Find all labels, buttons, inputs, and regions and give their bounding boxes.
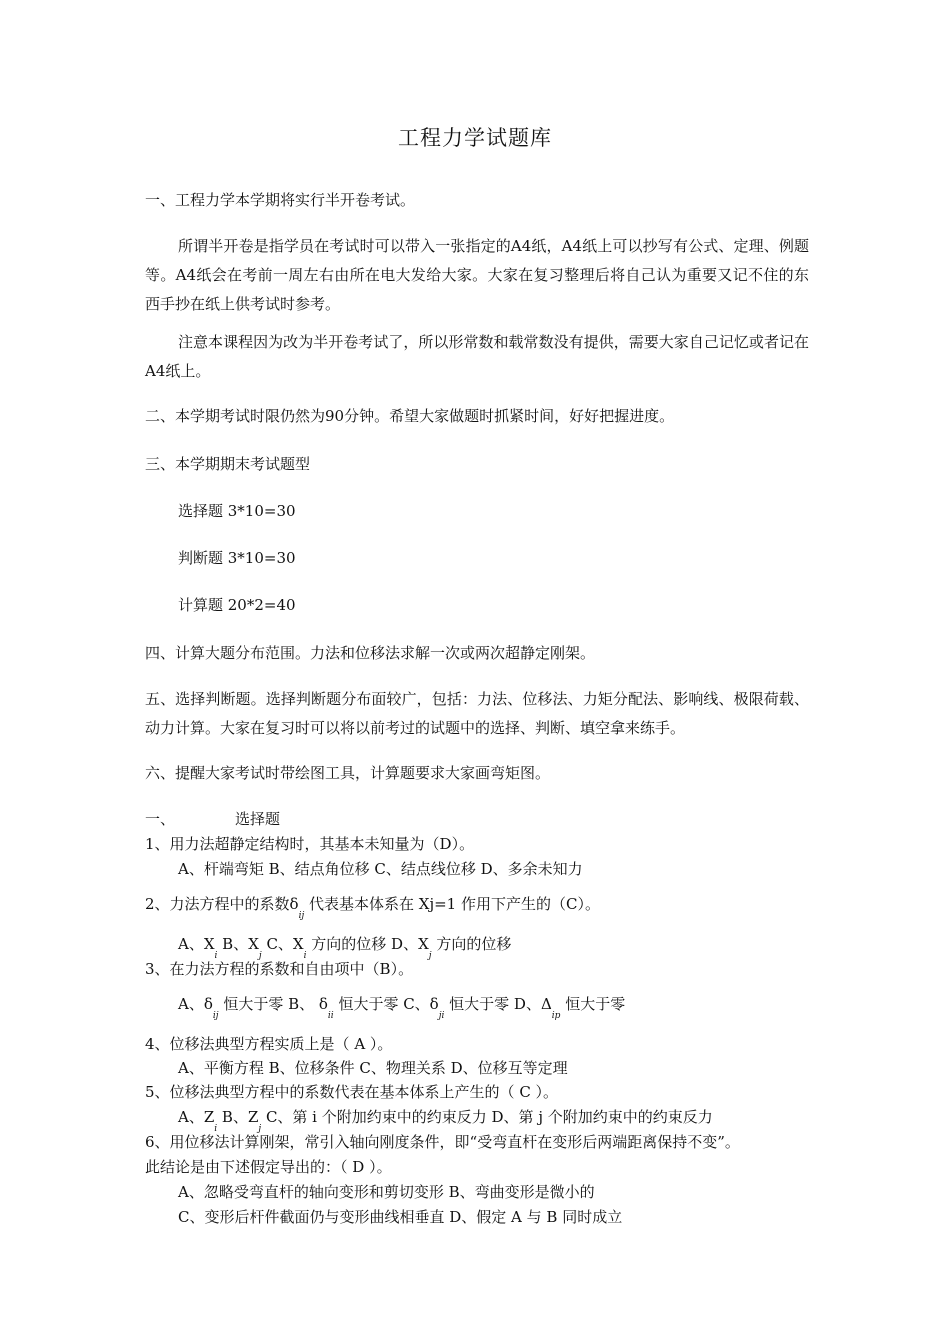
intro-item-3: 三、本学期期末考试题型 — [145, 455, 311, 473]
question-2-options: A、$X_i$ B、$X_j$ C、$X_i$ 方向的位移 D、$X_j$ 方向的位移 — [178, 935, 512, 961]
question-4-options: A、平衡方程 B、位移条件 C、物理关系 D、位移互等定理 — [178, 1059, 568, 1077]
intro-paragraph-2: 注意本课程因为改为半开卷考试了，所以形常数和载常数没有提供，需要大家自己记忆或者记在A4纸上。 — [145, 333, 809, 380]
question-3-options: A、$\delta_{ij}$ 恒大于零 B、 $\delta_{ii}$ 恒大于零 C、$\delta_{ji}$ 恒大于零 D、$\Delta_{ip}$ 恒大于零 — [178, 995, 626, 1021]
intro-item-4: 四、计算大题分布范围。力法和位移法求解一次或两次超静定刚架。 — [145, 644, 596, 662]
intro-item-1: 一、工程力学本学期将实行半开卷考试。 — [145, 191, 416, 209]
question-6-stem-line-2: 此结论是由下述假定导出的：（ D ）。 — [145, 1158, 392, 1176]
intro-paragraph-1: 所谓半开卷是指学员在考试时可以带入一张指定的A4纸，A4纸上可以抄写有公式、定理、例题等。A4纸会在考前一周左右由所在电大发给大家。大家在复习整理后将自己认为重要又记不住的东西手抄在纸上供考试时参考。 — [145, 237, 809, 313]
question-1-stem: 1、用力法超静定结构时，其基本未知量为（D）。 — [145, 835, 475, 853]
question-1-options: A、杆端弯矩 B、结点角位移 C、结点线位移 D、多余未知力 — [178, 860, 583, 878]
section-name: 选择题 — [235, 810, 281, 828]
question-6-options-line-2: C、变形后杆件截面仍与变形曲线相垂直 D、假定 A 与 B 同时成立 — [178, 1208, 623, 1226]
intro-item-6: 六、提醒大家考试时带绘图工具，计算题要求大家画弯矩图。 — [145, 764, 551, 782]
question-5-stem: 5、位移法典型方程中的系数代表在基本体系上产生的（ C ）。 — [145, 1083, 559, 1101]
intro-item-2: 二、本学期考试时限仍然为90分钟。希望大家做题时抓紧时间，好好把握进度。 — [145, 407, 675, 425]
question-6-options-line-1: A、忽略受弯直杆的轴向变形和剪切变形 B、弯曲变形是微小的 — [178, 1183, 595, 1201]
document-title: 工程力学试题库 — [398, 126, 552, 150]
question-4-stem: 4、位移法典型方程实质上是（ A ）。 — [145, 1035, 393, 1053]
question-type-choice: 选择题 3*10=30 — [178, 502, 296, 520]
section-number: 一、 — [145, 810, 176, 828]
question-6-stem-line-1: 6、用位移法计算刚架，常引入轴向刚度条件，即“受弯直杆在变形后两端距离保持不变”。 — [145, 1133, 740, 1151]
question-2-stem: 2、力法方程中的系数$\delta_{ij}$ 代表基本体系在 Xj=1 作用下产生的（C）。 — [145, 895, 600, 921]
question-5-options: A、$Z_i$ B、$Z_j$ C、第 i 个附加约束中的约束反力 D、第 j 个附加约束中的约束反力 — [178, 1108, 713, 1134]
question-3-stem: 3、在力法方程的系数和自由项中（B）。 — [145, 960, 414, 978]
question-type-judge: 判断题 3*10=30 — [178, 549, 296, 567]
question-type-calc: 计算题 20*2=40 — [178, 596, 296, 614]
intro-item-5: 五、选择判断题。选择判断题分布面较广，包括：力法、位移法、力矩分配法、影响线、极限荷载、动力计算。大家在复习时可以将以前考过的试题中的选择、判断、填空拿来练手。 — [145, 690, 809, 737]
section-heading — [145, 808, 280, 830]
